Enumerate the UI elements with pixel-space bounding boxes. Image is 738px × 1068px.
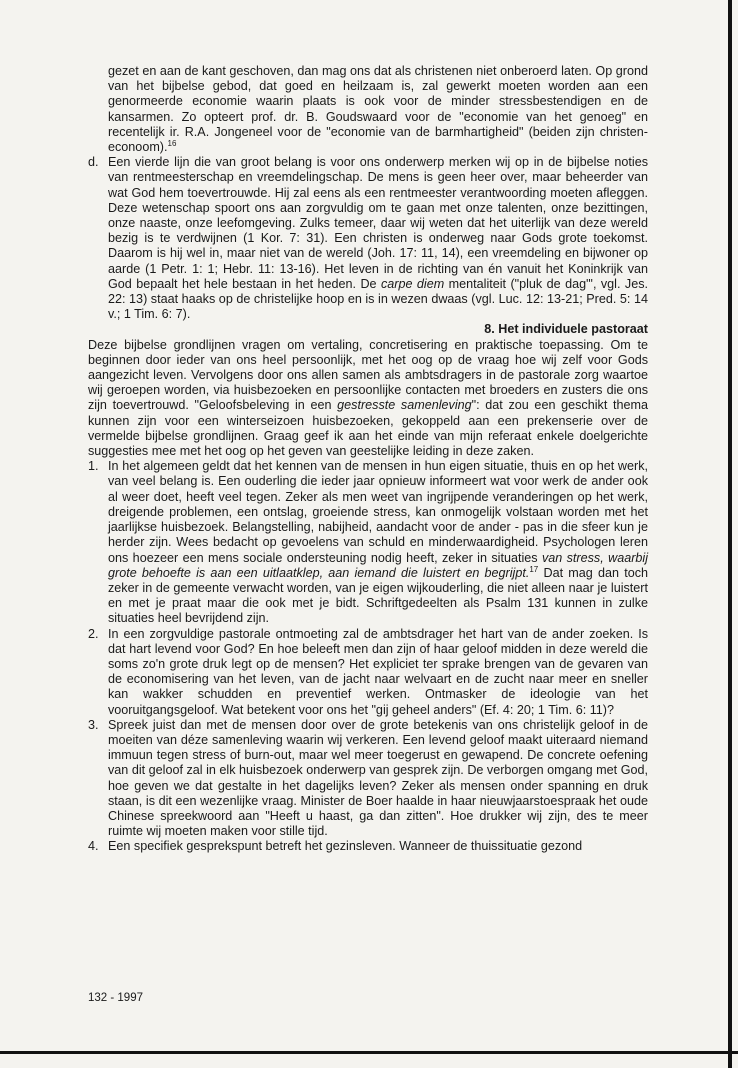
list-item-1 (88, 459, 648, 626)
document-page (88, 64, 648, 855)
list-item-text: In een zorgvuldige pastorale ontmoeting zal de ambtsdrager het hart van de ander zoeken. Is dat hart levend voor God? En hoe beleeft men dan zijn of haar geloof midden in deze wereld die soms zo'n grote druk legt op de mensen? Het expliciet ter sprake brengen van de gevaren van de economisering van het leven, van de jacht naar welvaart en de zucht naar meer en sneller kan wakker schudden en preventief werken. Ontmasker de ideologie van het vooruitgangsgeloof. Wat betekent voor ons het "gij geheel anders" (Ef. 4: 20; 1 Tim. 6: 11)? (108, 626, 648, 717)
italic-phrase: carpe diem (380, 276, 445, 291)
italic-phrase: gestresste samenleving (337, 398, 472, 413)
list-marker: 4. (88, 839, 99, 854)
footnote-ref-17: 17 (529, 564, 539, 574)
page-footer: 132 - 1997 (88, 992, 143, 1004)
list-item-3 (88, 718, 648, 840)
list-item-d (88, 155, 648, 322)
continuation-text: gezet en aan de kant geschoven, dan mag ons dat als christenen niet onberoerd laten. Op grond van het bijbelse gebod, dat goed en heilzaam is, zal gewerkt moeten worden aan een genormeerde economie waarin plaats is ook voor de minder stressbestendigen en de kansarmen. Zo opteert prof. dr. B. Goudswaard voor de "economie van het genoeg" en recentelijk ir. R.A. Jongeneel voor de "economie van de barmhartigheid" (beiden zijn christen-econoom). (108, 64, 648, 155)
list-item-text: In het algemeen geldt dat het kennen van de mensen in hun eigen situatie, thuis en op het werk, van veel belang is. Een ouderling die ieder jaar opnieuw informeert wat voor werk de ander ook al weer doet, heeft veel tegen. Zeker als men weet van ingrijpende veranderingen op het werk, dreigende problemen, een ontslag, groeiende stress, kan onmogelijk volstaan worden met het jaarlijkse huisbezoek. Belangstelling, nabijheid, aandacht voor de ander - pas in die sfeer kun je herder zijn. Wees bedacht op gevoelens van schuld en minderwaardigheid. Psychologen leren ons hoezeer een mens sociale ondersteuning nodig heeft, zeker in situaties van stress, waarbij grote behoefte is aan een uitlaatklep, aan iemand die luistert en begrijpt.$^{17}$ Dat mag dan toch zeker in de gemeente verwacht worden, van je eigen wijkouderling, die niet alleen naar je luistert en met je praat maar die ook met je bidt. Schriftgedeelten als Psalm 131 kunnen in zulke situaties heel bevrijdend zijn. (108, 459, 648, 626)
list-item-text: Spreek juist dan met de mensen door over de grote betekenis van ons christelijk geloof in de moeiten van déze samenleving waarin wij verkeren. Een levend geloof maakt uiteraard niemand immuun tegen stress of burn-out, maar wel meer toegerust en gewapend. De concrete oefening van dit geloof zal in elk huisbezoek onderwerp van gesprek zijn. De verborgen omgang met God, hoe geven we dat gestalte in het dagelijks leven? Zeker als mensen onder spanning en druk staan, is dit een wezenlijke vraag. Minister de Boer haalde in haar nieuwjaarstoespraak het oude Chinese spreekwoord aan "Heeft u haast, ga dan zitten". Hoe drukker wij zijn, des te meer ruimte wij moeten maken voor stille tijd. (108, 717, 648, 839)
scan-edge-right (728, 0, 732, 1068)
list-marker: 3. (88, 717, 99, 732)
intro-paragraph: Deze bijbelse grondlijnen vragen om vertaling, concretisering en praktische toepassing. Om te beginnen door ieder van ons heel persoonlijk, met het oog op de vraag hoe wij zelf voor Gods aangezicht leven. Vervolgens door ons allen samen als ambtsdragers in de pastorale zorg waartoe wij geroepen worden, via huisbezoeken en persoonlijke contacten met broeders en zusters die ons zijn toevertrouwd. "Geloofsbeleving in een gestresste samenleving": dat zou een geschikt thema kunnen zijn voor een winterseizoen huisbezoeken, gekoppeld aan een prekenserie over de vermelde bijbelse grondlijnen. Graag geef ik aan het einde van mijn referaat enkele doelgerichte suggesties mee met het oog op het geven van geestelijke leiding in deze zaken. (88, 337, 648, 459)
list-item-text: Een specifiek gesprekspunt betreft het gezinsleven. Wanneer de thuissituatie gezond (108, 839, 583, 854)
scan-edge-bottom (0, 1051, 738, 1054)
list-marker: 2. (88, 626, 99, 641)
list-marker-d: d. (88, 155, 99, 170)
continuation-paragraph (88, 64, 648, 155)
list-item-d-text: Een vierde lijn die van groot belang is voor ons onderwerp merken wij op in de bijbelse noties van rentmeesterschap en vreemdelingschap. De mens is geen heer over, maar beheerder van wat God hem toevertrouwde. Hij zal eens als een rentmeester verantwoording moeten afleggen. Deze wetenschap spoort ons aan zorgvuldig om te gaan met onze talenten, onze bezittingen, onze naaste, onze leefomgeving. Zulks temeer, daar wij weten dat het uiterlijk van deze wereld bezig is te verdwijnen (1 Kor. 7: 31). Een christen is onderweg naar Gods grote toekomst. Daarom is hij wel in, maar niet van de wereld (Joh. 17: 11, 14), een vreemdeling en bijwoner op aarde (1 Petr. 1: 1; Hebr. 11: 13-16). Het leven in de richting van én vanuit het Koninkrijk van God bepaalt het hele bestaan in het heden. De carpe diem mentaliteit ("pluk de dag"', vgl. Jes. 22: 13) staat haaks op de christelijke hoop en is in wezen dwaas (vgl. Luc. 12: 13-21; Pred. 5: 14 v.; 1 Tim. 6: 7). (108, 155, 648, 322)
list-item-2 (88, 627, 648, 718)
footnote-ref-16: 16 (167, 138, 177, 148)
list-marker: 1. (88, 459, 99, 474)
section-heading: 8. Het individuele pastoraat (484, 322, 648, 337)
list-item-4 (88, 839, 648, 854)
italic-phrase: van stress, waarbij grote behoefte is aan een uitlaatklep, aan iemand die luistert en begrijpt. (108, 550, 648, 580)
